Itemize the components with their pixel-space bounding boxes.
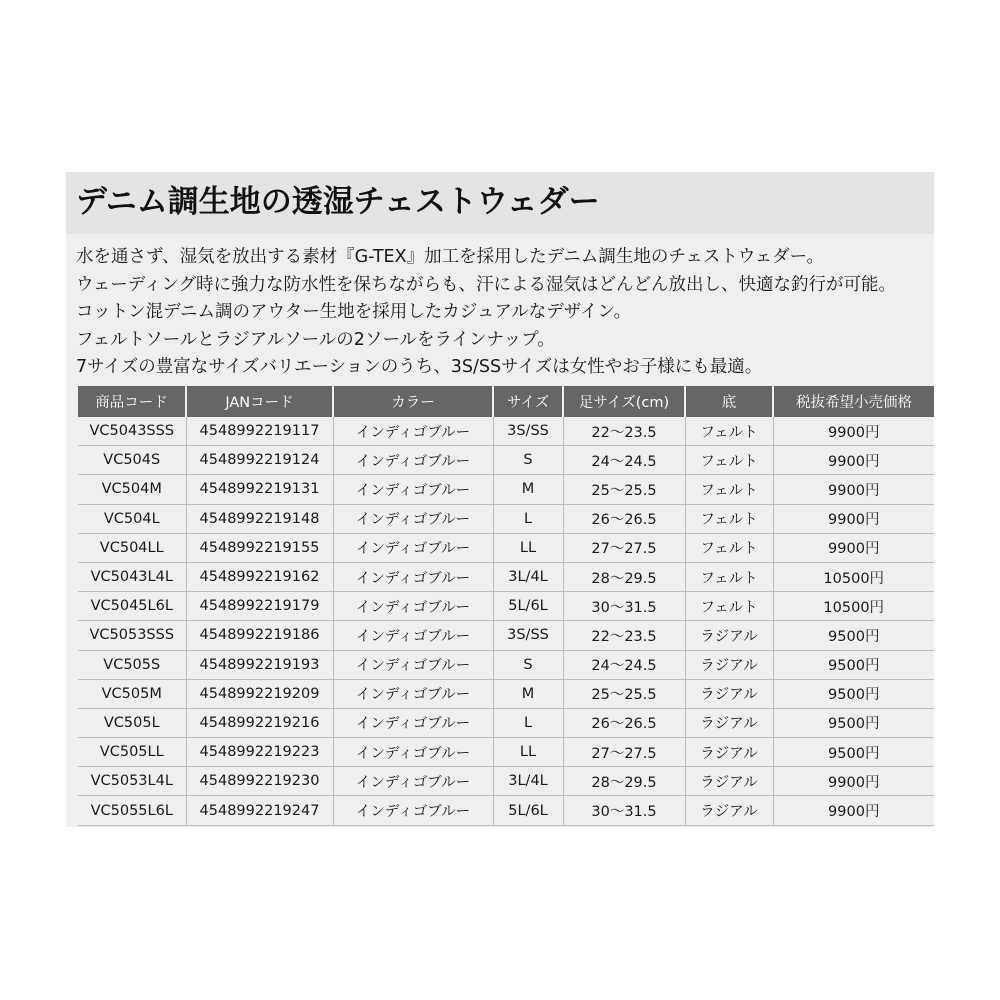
cell-sole: フェルト — [685, 475, 773, 504]
table-row — [78, 533, 934, 562]
cell-price: 9500円 — [773, 621, 934, 650]
header-product-code: 商品コード — [78, 386, 186, 417]
cell-foot-size: 22～23.5 — [563, 621, 685, 650]
cell-price: 9900円 — [773, 533, 934, 562]
cell-product-code: VC5053SSS — [78, 621, 186, 650]
cell-size: 3L/4L — [493, 562, 563, 591]
cell-sole: フェルト — [685, 592, 773, 621]
header-jan-code: JANコード — [186, 386, 333, 417]
cell-jan-code: 4548992219117 — [186, 417, 333, 446]
cell-color: インディゴブルー — [333, 708, 493, 737]
cell-color: インディゴブルー — [333, 738, 493, 767]
cell-color: インディゴブルー — [333, 417, 493, 446]
description-line: 水を通さず、湿気を放出する素材『G-TEX』加工を採用したデニム調生地のチェストウェダー。 — [76, 247, 824, 267]
cell-size: 5L/6L — [493, 796, 563, 825]
table-row — [78, 592, 934, 621]
cell-jan-code: 4548992219223 — [186, 738, 333, 767]
header-foot-size: 足サイズ(cm) — [563, 386, 685, 417]
cell-price: 9500円 — [773, 738, 934, 767]
cell-sole: ラジアル — [685, 679, 773, 708]
cell-color: インディゴブルー — [333, 504, 493, 533]
cell-product-code: VC5045L6L — [78, 592, 186, 621]
description-list — [76, 244, 896, 382]
cell-price: 9500円 — [773, 650, 934, 679]
cell-color: インディゴブルー — [333, 679, 493, 708]
cell-foot-size: 27～27.5 — [563, 738, 685, 767]
cell-price: 9900円 — [773, 446, 934, 475]
cell-jan-code: 4548992219148 — [186, 504, 333, 533]
cell-product-code: VC505L — [78, 708, 186, 737]
cell-size: S — [493, 446, 563, 475]
cell-foot-size: 22～23.5 — [563, 417, 685, 446]
cell-foot-size: 26～26.5 — [563, 504, 685, 533]
page-title: デニム調生地の透湿チェストウェダー — [76, 184, 600, 220]
cell-jan-code: 4548992219216 — [186, 708, 333, 737]
cell-sole: ラジアル — [685, 621, 773, 650]
table-header-row — [78, 386, 934, 417]
cell-foot-size: 24～24.5 — [563, 446, 685, 475]
spec-table — [78, 386, 934, 826]
cell-size: M — [493, 679, 563, 708]
cell-product-code: VC504L — [78, 504, 186, 533]
cell-foot-size: 25～25.5 — [563, 679, 685, 708]
cell-sole: フェルト — [685, 504, 773, 533]
cell-product-code: VC5055L6L — [78, 796, 186, 825]
cell-sole: ラジアル — [685, 650, 773, 679]
cell-product-code: VC5043L4L — [78, 562, 186, 591]
cell-product-code: VC505LL — [78, 738, 186, 767]
header-color: カラー — [333, 386, 493, 417]
cell-size: LL — [493, 738, 563, 767]
cell-sole: フェルト — [685, 562, 773, 591]
cell-foot-size: 25～25.5 — [563, 475, 685, 504]
table-row — [78, 417, 934, 446]
cell-size: 3L/4L — [493, 767, 563, 796]
cell-color: インディゴブルー — [333, 592, 493, 621]
table-row — [78, 679, 934, 708]
table-row — [78, 796, 934, 825]
cell-jan-code: 4548992219193 — [186, 650, 333, 679]
cell-color: インディゴブルー — [333, 446, 493, 475]
header-size: サイズ — [493, 386, 563, 417]
cell-price: 9500円 — [773, 708, 934, 737]
table-row — [78, 446, 934, 475]
cell-price: 9900円 — [773, 475, 934, 504]
cell-foot-size: 28～29.5 — [563, 767, 685, 796]
cell-jan-code: 4548992219247 — [186, 796, 333, 825]
cell-jan-code: 4548992219124 — [186, 446, 333, 475]
cell-size: L — [493, 504, 563, 533]
table-row — [78, 767, 934, 796]
cell-product-code: VC5053L4L — [78, 767, 186, 796]
cell-size: S — [493, 650, 563, 679]
cell-foot-size: 26～26.5 — [563, 708, 685, 737]
cell-foot-size: 28～29.5 — [563, 562, 685, 591]
cell-size: 5L/6L — [493, 592, 563, 621]
cell-jan-code: 4548992219162 — [186, 562, 333, 591]
cell-sole: ラジアル — [685, 708, 773, 737]
cell-product-code: VC504S — [78, 446, 186, 475]
table-row — [78, 738, 934, 767]
table-row — [78, 504, 934, 533]
cell-product-code: VC504LL — [78, 533, 186, 562]
cell-jan-code: 4548992219230 — [186, 767, 333, 796]
product-info-panel — [66, 172, 934, 827]
cell-color: インディゴブルー — [333, 533, 493, 562]
cell-price: 9900円 — [773, 417, 934, 446]
cell-color: インディゴブルー — [333, 562, 493, 591]
header-price: 税抜希望小売価格 — [773, 386, 934, 417]
cell-product-code: VC505M — [78, 679, 186, 708]
cell-color: インディゴブルー — [333, 621, 493, 650]
cell-price: 9900円 — [773, 504, 934, 533]
cell-size: 3S/SS — [493, 621, 563, 650]
cell-color: インディゴブルー — [333, 650, 493, 679]
cell-jan-code: 4548992219209 — [186, 679, 333, 708]
cell-price: 10500円 — [773, 562, 934, 591]
cell-foot-size: 27～27.5 — [563, 533, 685, 562]
table-row — [78, 562, 934, 591]
cell-jan-code: 4548992219179 — [186, 592, 333, 621]
header-sole: 底 — [685, 386, 773, 417]
cell-foot-size: 30～31.5 — [563, 796, 685, 825]
cell-price: 10500円 — [773, 592, 934, 621]
description-line: 7サイズの豊富なサイズバリエーションのうち、3S/SSサイズは女性やお子様にも最適。 — [76, 357, 763, 378]
cell-sole: ラジアル — [685, 767, 773, 796]
cell-jan-code: 4548992219155 — [186, 533, 333, 562]
description-line: フェルトソールとラジアルソールの2ソールをラインナップ。 — [76, 329, 555, 350]
table-row — [78, 650, 934, 679]
cell-price: 9500円 — [773, 679, 934, 708]
table-row — [78, 475, 934, 504]
description-line: ウェーディング時に強力な防水性を保ちながらも、汗による湿気はどんどん放出し、快適な釣行が可能。 — [76, 274, 897, 295]
cell-size: M — [493, 475, 563, 504]
cell-size: LL — [493, 533, 563, 562]
cell-price: 9900円 — [773, 796, 934, 825]
table-row — [78, 621, 934, 650]
title-bar — [66, 172, 934, 234]
cell-product-code: VC5043SSS — [78, 417, 186, 446]
cell-color: インディゴブルー — [333, 475, 493, 504]
cell-sole: ラジアル — [685, 738, 773, 767]
cell-product-code: VC505S — [78, 650, 186, 679]
cell-size: L — [493, 708, 563, 737]
cell-price: 9900円 — [773, 767, 934, 796]
description-line: コットン混デニム調のアウター生地を採用したカジュアルなデザイン。 — [76, 302, 632, 323]
cell-size: 3S/SS — [493, 417, 563, 446]
cell-sole: フェルト — [685, 446, 773, 475]
cell-product-code: VC504M — [78, 475, 186, 504]
cell-sole: ラジアル — [685, 796, 773, 825]
cell-color: インディゴブルー — [333, 767, 493, 796]
cell-foot-size: 30～31.5 — [563, 592, 685, 621]
cell-sole: フェルト — [685, 533, 773, 562]
cell-jan-code: 4548992219186 — [186, 621, 333, 650]
cell-sole: フェルト — [685, 417, 773, 446]
cell-jan-code: 4548992219131 — [186, 475, 333, 504]
table-row — [78, 708, 934, 737]
cell-color: インディゴブルー — [333, 796, 493, 825]
cell-foot-size: 24～24.5 — [563, 650, 685, 679]
